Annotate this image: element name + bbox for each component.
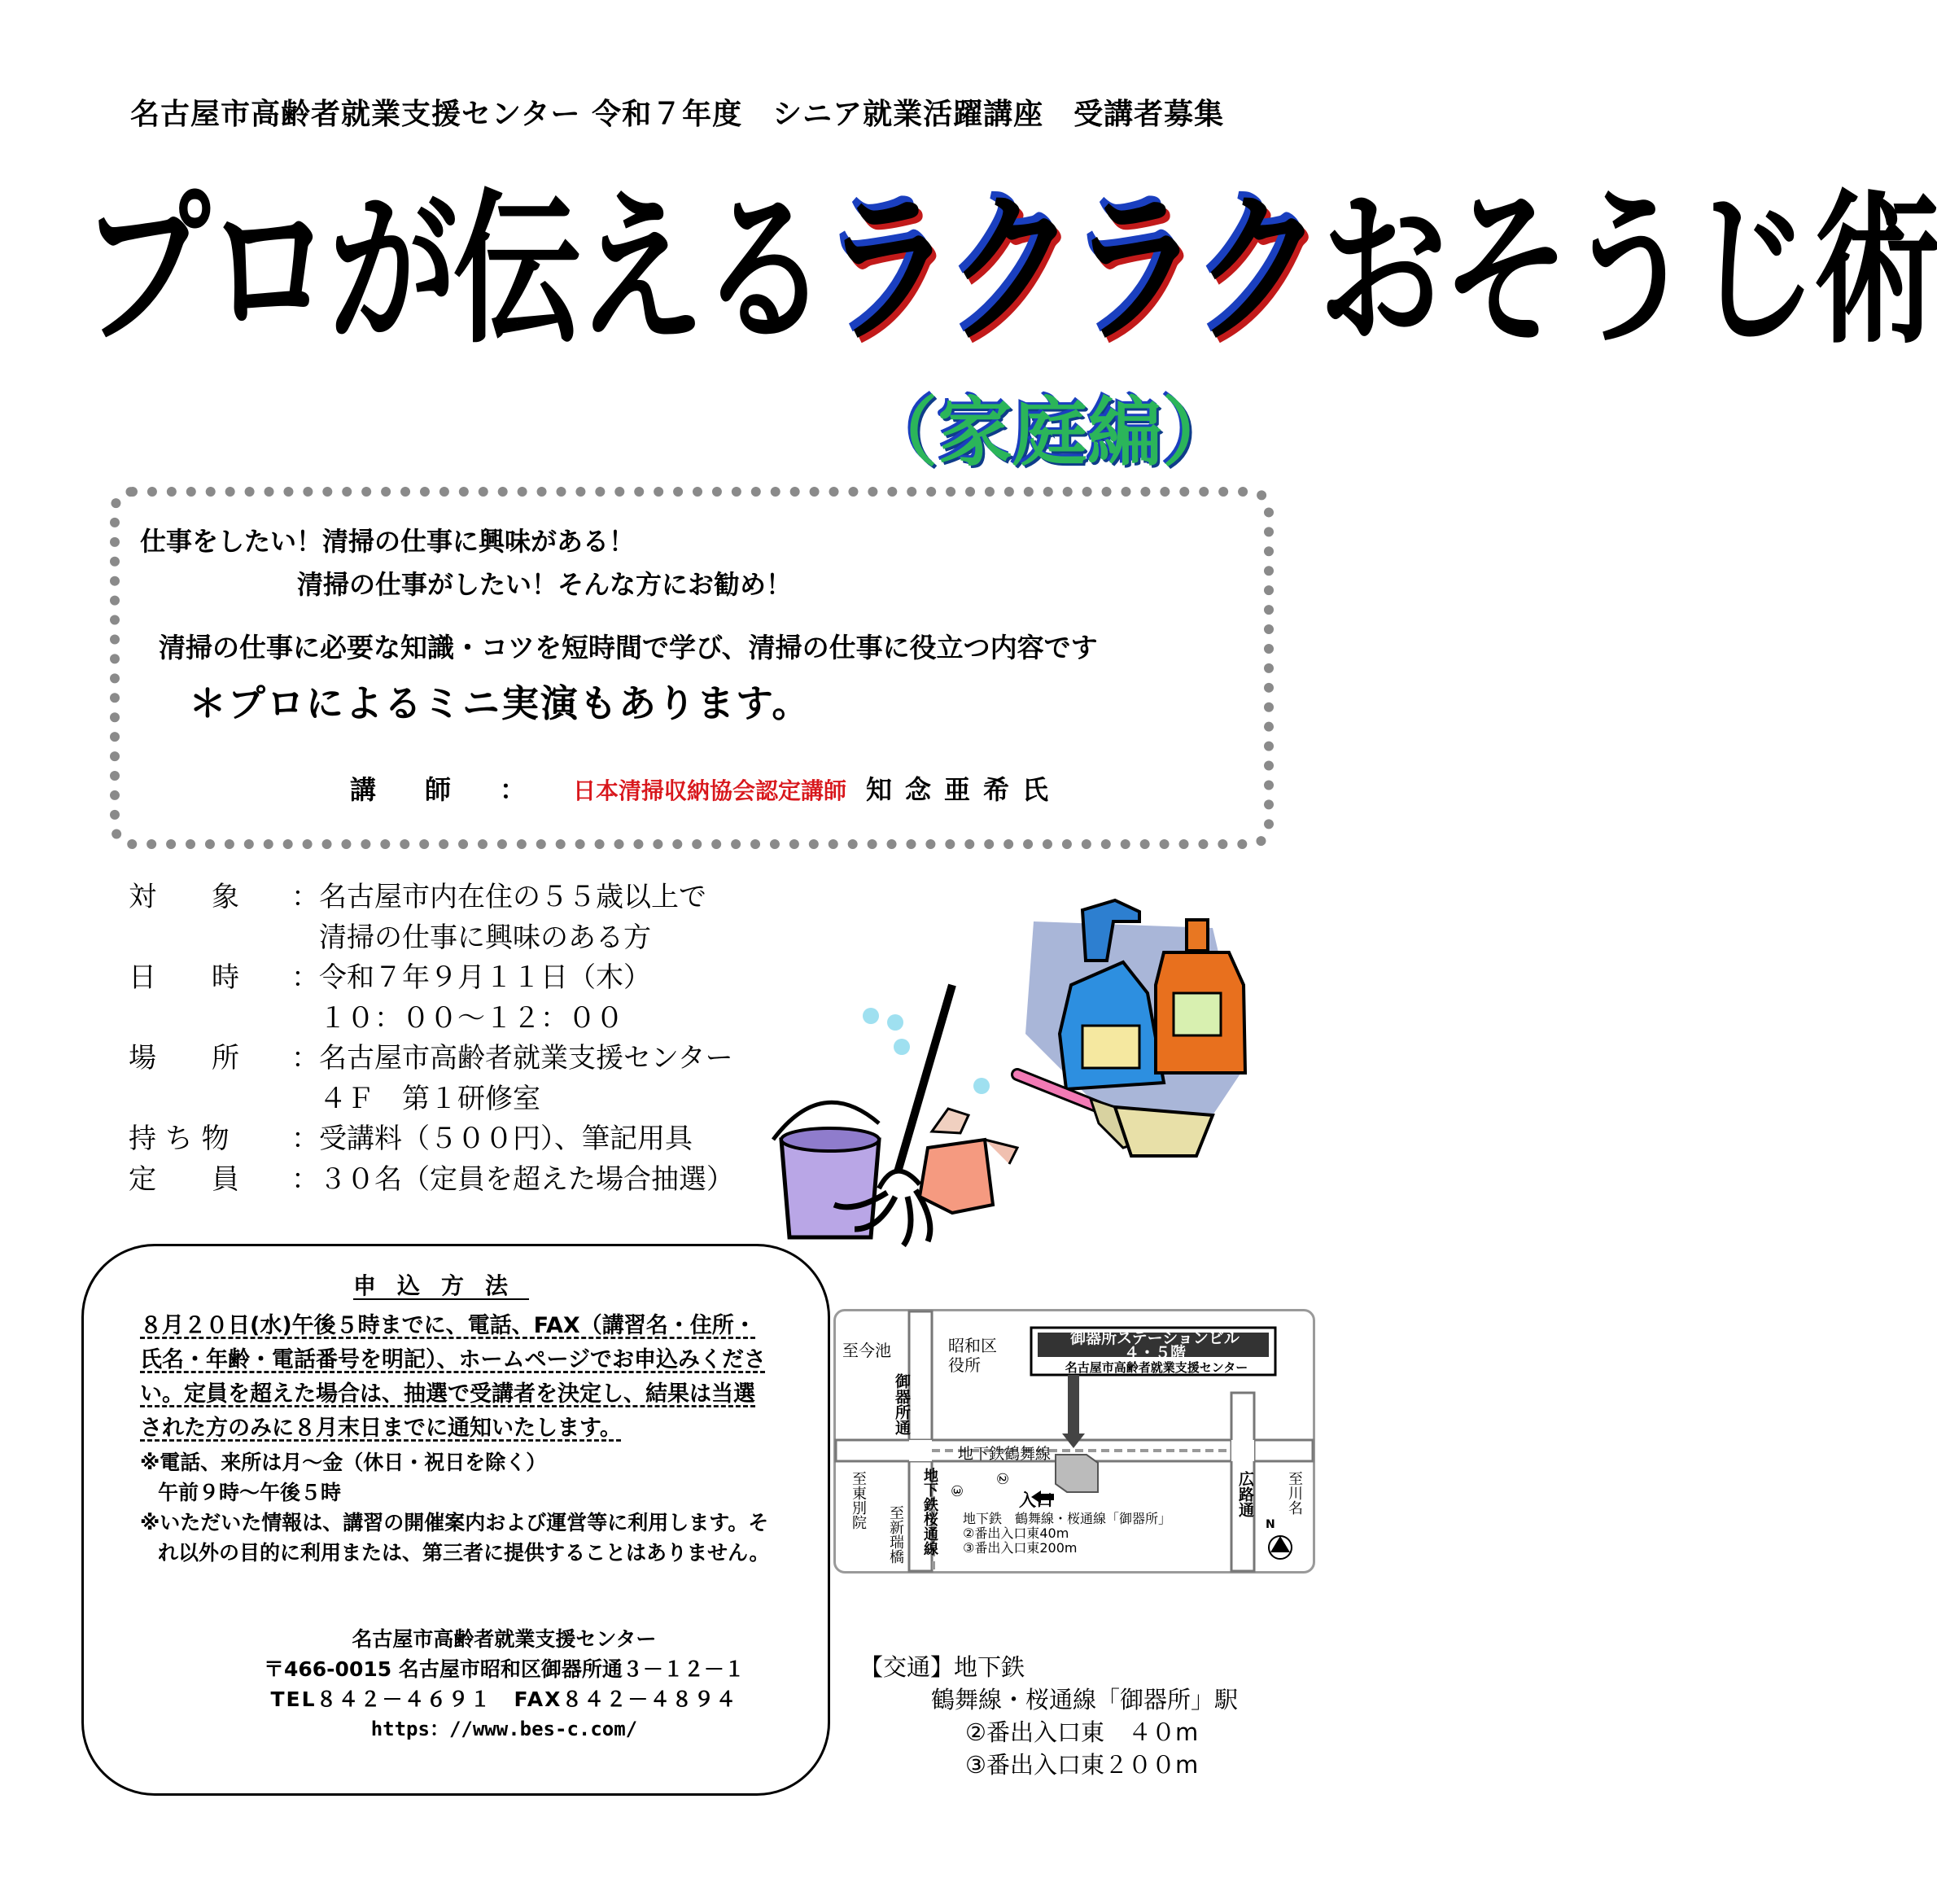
application-title: 申込方法: [353, 1272, 530, 1299]
access-info: [859, 1651, 1238, 1781]
map-legend-line-1: 地下鉄 鶴舞線・桜通線「御器所」: [963, 1511, 1172, 1526]
label-to-kawana: 至川名: [1286, 1471, 1303, 1515]
building-tenant: 名古屋市高齢者就業支援センター: [1065, 1360, 1248, 1375]
intersection: [1231, 1440, 1254, 1461]
label-exit-2: ②: [993, 1472, 1011, 1486]
title-part-2: おそうじ術: [1318, 173, 1937, 367]
detail-value: ：令和７年９月１１日（木）: [291, 961, 651, 994]
label-sakuradori-line: 地下鉄桜通線: [921, 1468, 938, 1556]
application-body: [140, 1309, 775, 1568]
lecturer-label: 講 師 ：: [350, 774, 538, 805]
label-exit-3: ③: [947, 1484, 965, 1498]
intersection: [909, 1440, 932, 1461]
label-to-imaike: 至今池: [842, 1341, 891, 1360]
lecturer-org: 日本清掃収納協会認定講師: [573, 777, 847, 804]
privacy-note: ※いただいた情報は、講習の開催案内および運営等に利用します。それ以外の目的に利用または、第三者に提供することはありません。: [140, 1511, 770, 1565]
detail-value: ：３０名（定員を超えた場合抽選）: [291, 1162, 734, 1196]
map-legend-line-2: ②番出入口東40m: [963, 1525, 1069, 1541]
phone-hours-note: [140, 1447, 775, 1508]
access-map: [833, 1309, 1315, 1574]
bucket-icon: [773, 1102, 879, 1237]
bubble: [973, 1078, 990, 1094]
detail-value: ：名古屋市高齢者就業支援センター: [291, 1042, 733, 1075]
organization-name: 名古屋市高齢者就業支援センター: [352, 1627, 657, 1651]
title-emphasis: ラクラク: [824, 173, 1318, 367]
bubble: [894, 1039, 910, 1055]
pink-spray-icon: [920, 1109, 1017, 1213]
detail-key: 日 時: [129, 961, 239, 994]
detail-key: 定 員: [129, 1162, 239, 1196]
organization-tel-fax: TEL８４２－４６９１ FAX８４２－４８９４: [270, 1687, 738, 1711]
header-subtitle: 名古屋市高齢者就業支援センター 令和７年度 シニア就業活躍講座 受講者募集: [130, 98, 1225, 131]
title-part-1: プロが伝える: [81, 173, 824, 367]
label-north: N: [1266, 1518, 1275, 1531]
detail-value: １０：００～１２：００: [291, 1001, 623, 1035]
intro-line-2: 清掃の仕事がしたい！そんな方にお勧め！: [297, 569, 793, 600]
application-instructions: ８月２０日(水)午後５時までに、電話、FAX（講習名・住所・氏名・年齢・電話番号を明記）、ホームページでお申込みください。定員を超えた場合は、抽選で受講者を決定し、結果は当選された方のみに８月末日までに通知いたします。: [140, 1313, 766, 1441]
detail-key: 対 象: [129, 881, 239, 913]
bubble: [863, 1008, 879, 1024]
organization-url[interactable]: https：//www.bes-c.com/: [370, 1718, 638, 1740]
access-line-3: ②番出入口東 ４０m: [965, 1718, 1199, 1746]
intro-line-4: ＊プロによるミニ実演もあります。: [189, 681, 811, 725]
detail-value: 清掃の仕事に興味のある方: [291, 921, 651, 954]
access-line-4: ③番出入口東２００m: [965, 1751, 1199, 1779]
map-legend-line-3: ③番出入口東200m: [963, 1540, 1078, 1556]
lecturer-line: [350, 769, 1061, 807]
phone-hours-note-line-2: 午前９時～午後５時: [158, 1481, 342, 1504]
building-block: [1056, 1455, 1098, 1492]
building-name: [1041, 1331, 1269, 1360]
label-hiroji-dori: 広路通: [1236, 1471, 1254, 1517]
access-line-2: 鶴舞線・桜通線「御器所」駅: [931, 1686, 1239, 1714]
lecturer-name: 知念亜希氏: [866, 774, 1062, 805]
organization-contact: [264, 1624, 745, 1744]
building-floor: ４・５階: [1123, 1344, 1186, 1362]
label-showa-office: [948, 1336, 997, 1375]
cleaning-illustration: [757, 871, 1261, 1254]
intro-line-1: 仕事をしたい！清掃の仕事に興味がある！: [140, 526, 636, 557]
phone-hours-note-line-1: ※電話、来所は月～金（休日・祝日を除く）: [140, 1451, 547, 1474]
showa-office-line-2: 役所: [948, 1355, 981, 1375]
access-line-1: 【交通】地下鉄: [859, 1653, 1025, 1681]
detail-value: ：受講料（５００円）、筆記用具: [291, 1123, 693, 1155]
detail-value: ４Ｆ 第１研修室: [291, 1082, 540, 1115]
main-title: [81, 138, 1937, 391]
bubble: [887, 1014, 903, 1031]
intro-line-3: 清掃の仕事に必要な知識・コツを短時間で学び、清掃の仕事に役立つ内容です: [159, 632, 1098, 663]
map-legend: [963, 1512, 1171, 1556]
building-name-line-1: 御器所ステーションビル: [1070, 1329, 1240, 1347]
detail-value: ：名古屋市内在住の５５歳以上で: [291, 881, 706, 913]
arrow-icon: [1062, 1375, 1085, 1448]
label-to-higashibetsuin: 至東別院: [850, 1471, 867, 1530]
showa-office-line-1: 昭和区: [948, 1336, 997, 1355]
detail-key: 持 ち 物: [129, 1123, 230, 1155]
label-to-shinmizuhobashi: 至新瑞橋: [887, 1505, 904, 1564]
detail-key: 場 所: [129, 1042, 239, 1075]
label-entrance: 入口: [1019, 1490, 1053, 1510]
label-tsurumai-line: 地下鉄鶴舞線: [958, 1445, 1052, 1463]
label-gokisho-dori: 御器所通: [893, 1373, 911, 1435]
title-subtitle: （家庭編）: [863, 388, 1238, 476]
organization-address: 〒466-0015 名古屋市昭和区御器所通３－１２－１: [264, 1657, 745, 1681]
